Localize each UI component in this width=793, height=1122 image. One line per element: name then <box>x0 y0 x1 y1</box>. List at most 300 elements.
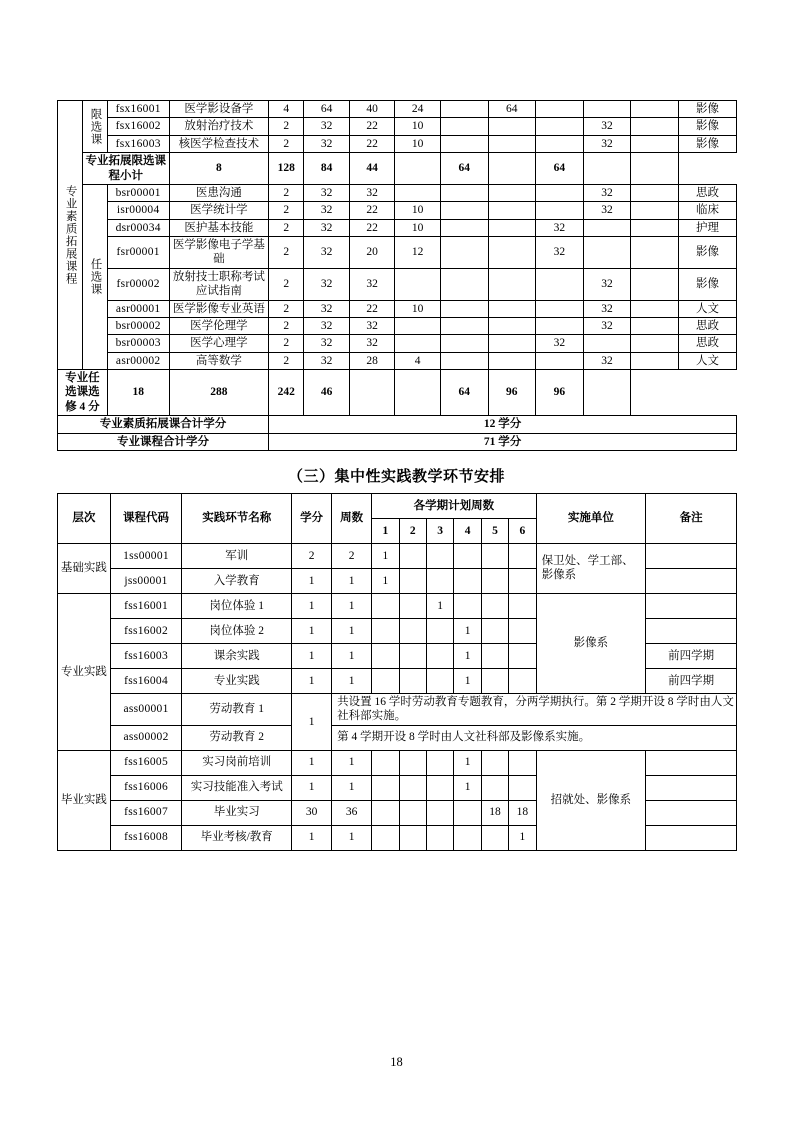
course-code: dsr00034 <box>107 219 169 236</box>
term-col-9 <box>631 268 679 300</box>
practice-remark <box>646 568 737 593</box>
course-theory-hours: 40 <box>349 101 395 118</box>
subtotal-col-7: 64 <box>440 370 488 416</box>
term-col-7 <box>536 118 584 135</box>
term-2 <box>399 668 426 693</box>
course-total-hours: 32 <box>304 300 350 317</box>
footer-label: 专业课程合计学分 <box>58 433 269 450</box>
header-weeks: 周数 <box>332 493 372 543</box>
table-row <box>58 101 737 118</box>
subtotal-col-8: 64 <box>536 153 584 185</box>
term-col-9 <box>631 237 679 269</box>
section-label: 任选课 <box>89 258 102 296</box>
practice-credits: 1 <box>292 618 332 643</box>
practice-name: 课余实践 <box>182 643 292 668</box>
practice-code: fss16007 <box>110 800 182 825</box>
table-row <box>58 219 737 236</box>
table-row <box>58 335 737 352</box>
term-col-6 <box>488 317 536 334</box>
practice-remark <box>646 618 737 643</box>
practice-remark <box>646 543 737 568</box>
term-5 <box>481 543 508 568</box>
term-3 <box>426 750 453 775</box>
course-credits: 2 <box>269 317 304 334</box>
term-col-6 <box>488 237 536 269</box>
practice-name: 劳动教育 2 <box>182 725 292 750</box>
course-name: 医学影设备学 <box>169 101 268 118</box>
course-theory-hours: 32 <box>349 335 395 352</box>
term-2 <box>399 825 426 850</box>
course-total-hours: 32 <box>304 219 350 236</box>
practice-code: fss16001 <box>110 593 182 618</box>
subtotal-label: 专业任选课选修 4 分 <box>58 370 108 416</box>
practice-credits: 1 <box>292 750 332 775</box>
term-1 <box>372 618 399 643</box>
course-theory-hours: 32 <box>349 268 395 300</box>
term-col-7 <box>536 268 584 300</box>
term-6: 1 <box>509 825 536 850</box>
subtotal-col-6: 64 <box>440 153 488 185</box>
practice-code: fss16004 <box>110 668 182 693</box>
course-total-hours: 32 <box>304 202 350 219</box>
header-credits: 学分 <box>292 493 332 543</box>
term-6 <box>509 775 536 800</box>
course-credits: 2 <box>269 300 304 317</box>
term-col-5 <box>440 237 488 269</box>
subtotal-col-7 <box>488 153 536 185</box>
course-total-hours: 32 <box>304 352 350 369</box>
course-department: 人文 <box>678 352 736 369</box>
practice-credits: 30 <box>292 800 332 825</box>
practice-credits: 1 <box>292 775 332 800</box>
term-3 <box>426 825 453 850</box>
term-col-9 <box>631 101 679 118</box>
term-col-6 <box>488 268 536 300</box>
course-theory-hours: 20 <box>349 237 395 269</box>
term-1 <box>372 750 399 775</box>
term-col-6 <box>488 184 536 201</box>
term-5 <box>481 593 508 618</box>
practice-credits: 1 <box>292 643 332 668</box>
header-term-5: 5 <box>481 518 508 543</box>
term-col-9 <box>631 335 679 352</box>
term-col-5 <box>440 118 488 135</box>
term-3 <box>426 800 453 825</box>
course-department: 思政 <box>678 317 736 334</box>
term-col-9 <box>631 184 679 201</box>
table-row <box>58 300 737 317</box>
practice-name: 毕业考核/教育 <box>182 825 292 850</box>
practice-weeks: 1 <box>332 775 372 800</box>
term-col-6 <box>488 135 536 152</box>
header-term-2: 2 <box>399 518 426 543</box>
table-row <box>58 750 737 775</box>
term-4 <box>454 825 481 850</box>
table-row <box>58 202 737 219</box>
term-2 <box>399 543 426 568</box>
subtotal-total-hours: 128 <box>269 153 304 185</box>
term-1 <box>372 668 399 693</box>
level-label-basic: 基础实践 <box>58 543 111 593</box>
group-label-cell <box>58 101 83 370</box>
term-col-7 <box>536 352 584 369</box>
practice-credits: 1 <box>292 568 332 593</box>
table-row <box>58 543 737 568</box>
practice-remark <box>646 750 737 775</box>
course-practice-hours: 12 <box>395 237 441 269</box>
table-row <box>58 118 737 135</box>
course-theory-hours: 22 <box>349 219 395 236</box>
course-practice-hours <box>395 335 441 352</box>
practice-weeks: 2 <box>332 543 372 568</box>
term-5 <box>481 825 508 850</box>
practice-remark: 前四学期 <box>646 643 737 668</box>
term-col-8: 32 <box>583 317 631 334</box>
footer-value: 12 学分 <box>269 416 737 433</box>
course-name: 医学心理学 <box>169 335 268 352</box>
header-term-3: 3 <box>426 518 453 543</box>
practice-unit: 保卫处、学工部、影像系 <box>536 543 646 593</box>
practice-name: 军训 <box>182 543 292 568</box>
course-code: bsr00001 <box>107 184 169 201</box>
course-total-hours: 32 <box>304 135 350 152</box>
header-term-6: 6 <box>509 518 536 543</box>
term-2 <box>399 618 426 643</box>
term-col-8 <box>583 237 631 269</box>
level-label-graduation: 毕业实践 <box>58 750 111 850</box>
practice-code: jss00001 <box>110 568 182 593</box>
term-col-5 <box>440 317 488 334</box>
term-col-6 <box>488 352 536 369</box>
subtotal-col-5 <box>349 370 395 416</box>
table-row <box>58 593 737 618</box>
course-total-hours: 32 <box>304 335 350 352</box>
term-1 <box>372 593 399 618</box>
practice-code: fss16003 <box>110 643 182 668</box>
header-name: 实践环节名称 <box>182 493 292 543</box>
course-credits: 2 <box>269 118 304 135</box>
subtotal-department <box>631 153 679 185</box>
practice-code: fss16002 <box>110 618 182 643</box>
term-col-7 <box>536 202 584 219</box>
course-department: 影像 <box>678 135 736 152</box>
term-col-7: 32 <box>536 335 584 352</box>
course-name: 医学影像专业英语 <box>169 300 268 317</box>
term-6 <box>509 668 536 693</box>
table-row <box>58 317 737 334</box>
course-practice-hours <box>395 268 441 300</box>
table-row <box>58 693 737 725</box>
term-col-8 <box>583 219 631 236</box>
subtotal-row-renxuan <box>58 370 737 416</box>
header-level: 层次 <box>58 493 111 543</box>
subtotal-credits: 8 <box>169 153 268 185</box>
term-5 <box>481 775 508 800</box>
course-code: fsr00002 <box>107 268 169 300</box>
term-col-6 <box>488 300 536 317</box>
term-col-7 <box>536 135 584 152</box>
term-col-6 <box>488 202 536 219</box>
course-department: 影像 <box>678 268 736 300</box>
term-col-7: 32 <box>536 237 584 269</box>
course-department: 影像 <box>678 118 736 135</box>
course-practice-hours: 10 <box>395 300 441 317</box>
course-credits: 2 <box>269 184 304 201</box>
footer-row-extension-total <box>58 416 737 433</box>
course-code: asr00001 <box>107 300 169 317</box>
course-department: 影像 <box>678 237 736 269</box>
term-col-8: 32 <box>583 268 631 300</box>
table-row <box>58 135 737 152</box>
practice-credits: 2 <box>292 543 332 568</box>
course-practice-hours <box>395 317 441 334</box>
practice-name: 专业实践 <box>182 668 292 693</box>
term-3 <box>426 643 453 668</box>
section-label-cell-xian <box>82 101 107 153</box>
term-1: 1 <box>372 543 399 568</box>
term-col-8: 32 <box>583 184 631 201</box>
term-5 <box>481 643 508 668</box>
subtotal-col-9 <box>583 153 631 185</box>
header-term-1: 1 <box>372 518 399 543</box>
course-practice-hours: 10 <box>395 202 441 219</box>
course-name: 医学伦理学 <box>169 317 268 334</box>
term-3 <box>426 775 453 800</box>
course-code: fsx16002 <box>107 118 169 135</box>
table-row <box>58 184 737 201</box>
course-total-hours: 32 <box>304 237 350 269</box>
term-5 <box>481 750 508 775</box>
term-1 <box>372 643 399 668</box>
term-col-7 <box>536 317 584 334</box>
term-col-8: 32 <box>583 118 631 135</box>
term-6 <box>509 618 536 643</box>
practice-credits: 1 <box>292 825 332 850</box>
term-col-5 <box>440 135 488 152</box>
term-4 <box>454 593 481 618</box>
practice-code: ass00001 <box>110 693 182 725</box>
section-heading: （三）集中性实践教学环节安排 <box>287 467 505 485</box>
course-credits: 4 <box>269 101 304 118</box>
group-label: 专业素质拓展课程 <box>64 185 77 285</box>
footer-value: 71 学分 <box>269 433 737 450</box>
practice-code: ass00002 <box>110 725 182 750</box>
term-col-5 <box>440 300 488 317</box>
subtotal-total-hours: 288 <box>169 370 268 416</box>
term-6 <box>509 568 536 593</box>
term-6 <box>509 750 536 775</box>
term-col-7 <box>536 101 584 118</box>
course-theory-hours: 32 <box>349 317 395 334</box>
course-theory-hours: 32 <box>349 184 395 201</box>
course-code: isr00004 <box>107 202 169 219</box>
practice-remark <box>646 825 737 850</box>
course-credits: 2 <box>269 202 304 219</box>
course-name: 核医学检查技术 <box>169 135 268 152</box>
course-practice-hours: 10 <box>395 219 441 236</box>
subtotal-col-9: 96 <box>536 370 584 416</box>
header-remark: 备注 <box>646 493 737 543</box>
practice-weeks: 36 <box>332 800 372 825</box>
course-total-hours: 64 <box>304 101 350 118</box>
course-name: 医学统计学 <box>169 202 268 219</box>
term-3: 1 <box>426 593 453 618</box>
term-5: 18 <box>481 800 508 825</box>
practice-name: 岗位体验 1 <box>182 593 292 618</box>
term-3 <box>426 543 453 568</box>
term-col-5 <box>440 352 488 369</box>
term-3 <box>426 618 453 643</box>
practice-remark <box>646 775 737 800</box>
term-col-9 <box>631 135 679 152</box>
term-col-9 <box>631 300 679 317</box>
course-credits: 2 <box>269 135 304 152</box>
term-col-7 <box>536 184 584 201</box>
subtotal-col-6 <box>395 370 441 416</box>
term-2 <box>399 775 426 800</box>
course-department: 人文 <box>678 300 736 317</box>
course-name: 医患沟通 <box>169 184 268 201</box>
practice-remark <box>646 593 737 618</box>
practice-name: 劳动教育 1 <box>182 693 292 725</box>
course-department: 思政 <box>678 184 736 201</box>
practice-remark: 前四学期 <box>646 668 737 693</box>
term-4: 1 <box>454 643 481 668</box>
term-col-6 <box>488 219 536 236</box>
term-col-6: 64 <box>488 101 536 118</box>
course-name: 医学影像电子学基础 <box>169 237 268 269</box>
term-2 <box>399 568 426 593</box>
subtotal-theory-hours: 242 <box>269 370 304 416</box>
term-col-5 <box>440 202 488 219</box>
practice-code: 1ss00001 <box>110 543 182 568</box>
table-row <box>58 237 737 269</box>
course-department: 影像 <box>678 101 736 118</box>
course-theory-hours: 22 <box>349 135 395 152</box>
term-4 <box>454 800 481 825</box>
practice-code: fss16008 <box>110 825 182 850</box>
header-term-group: 各学期计划周数 <box>372 493 536 518</box>
table-header-row <box>58 493 737 518</box>
practice-teaching-table <box>57 493 737 851</box>
table-row <box>58 352 737 369</box>
term-2 <box>399 800 426 825</box>
term-4: 1 <box>454 618 481 643</box>
term-5 <box>481 618 508 643</box>
curriculum-extension-table <box>57 100 737 451</box>
practice-credits: 1 <box>292 668 332 693</box>
course-department: 思政 <box>678 335 736 352</box>
subtotal-col-5 <box>395 153 441 185</box>
term-col-9 <box>631 317 679 334</box>
course-department: 护理 <box>678 219 736 236</box>
term-col-8: 32 <box>583 202 631 219</box>
practice-unit: 影像系 <box>536 593 646 693</box>
practice-name: 毕业实习 <box>182 800 292 825</box>
course-credits: 2 <box>269 219 304 236</box>
practice-name: 岗位体验 2 <box>182 618 292 643</box>
subtotal-department <box>583 370 631 416</box>
section-label: 限选课 <box>89 107 102 146</box>
term-4: 1 <box>454 750 481 775</box>
course-code: fsr00001 <box>107 237 169 269</box>
practice-name: 实习技能准入考试 <box>182 775 292 800</box>
subtotal-row-xianxuan <box>58 153 737 185</box>
practice-remark <box>646 800 737 825</box>
course-practice-hours: 10 <box>395 135 441 152</box>
course-total-hours: 32 <box>304 118 350 135</box>
course-code: fsx16003 <box>107 135 169 152</box>
term-6 <box>509 643 536 668</box>
course-name: 放射技士职称考试应试指南 <box>169 268 268 300</box>
practice-unit: 招就处、影像系 <box>536 750 646 850</box>
practice-credits: 1 <box>292 593 332 618</box>
term-4: 1 <box>454 775 481 800</box>
header-term-4: 4 <box>454 518 481 543</box>
practice-weeks: 1 <box>332 643 372 668</box>
term-col-7: 32 <box>536 219 584 236</box>
term-1 <box>372 800 399 825</box>
term-col-5 <box>440 268 488 300</box>
level-label-major: 专业实践 <box>58 593 111 750</box>
practice-name: 入学教育 <box>182 568 292 593</box>
course-code: fsx16001 <box>107 101 169 118</box>
subtotal-label: 专业拓展限选课程小计 <box>82 153 169 185</box>
course-code: asr00002 <box>107 352 169 369</box>
course-credits: 2 <box>269 237 304 269</box>
course-total-hours: 32 <box>304 268 350 300</box>
footer-label: 专业素质拓展课合计学分 <box>58 416 269 433</box>
course-theory-hours: 22 <box>349 118 395 135</box>
table-row <box>58 268 737 300</box>
course-total-hours: 32 <box>304 184 350 201</box>
practice-note: 共设置 16 学时劳动教育专题教育，分两学期执行。第 2 学期开设 8 学时由人文社科部实施。 <box>332 693 737 725</box>
course-department: 临床 <box>678 202 736 219</box>
header-code: 课程代码 <box>110 493 182 543</box>
course-name: 放射治疗技术 <box>169 118 268 135</box>
course-practice-hours: 24 <box>395 101 441 118</box>
course-theory-hours: 28 <box>349 352 395 369</box>
term-4 <box>454 568 481 593</box>
term-4 <box>454 543 481 568</box>
term-1: 1 <box>372 568 399 593</box>
practice-credits: 1 <box>292 693 332 750</box>
term-5 <box>481 668 508 693</box>
section-label-cell-ren <box>82 184 107 369</box>
term-col-8: 32 <box>583 135 631 152</box>
practice-weeks: 1 <box>332 668 372 693</box>
term-2 <box>399 593 426 618</box>
course-code: bsr00003 <box>107 335 169 352</box>
term-col-5 <box>440 184 488 201</box>
term-2 <box>399 643 426 668</box>
term-col-5 <box>440 101 488 118</box>
term-col-9 <box>631 202 679 219</box>
term-5 <box>481 568 508 593</box>
term-3 <box>426 668 453 693</box>
header-unit: 实施单位 <box>536 493 646 543</box>
term-col-8 <box>583 335 631 352</box>
term-col-8: 32 <box>583 300 631 317</box>
term-1 <box>372 825 399 850</box>
term-col-7 <box>536 300 584 317</box>
course-total-hours: 32 <box>304 317 350 334</box>
term-2 <box>399 750 426 775</box>
course-practice-hours: 4 <box>395 352 441 369</box>
term-col-9 <box>631 219 679 236</box>
course-name: 高等数学 <box>169 352 268 369</box>
term-col-5 <box>440 335 488 352</box>
